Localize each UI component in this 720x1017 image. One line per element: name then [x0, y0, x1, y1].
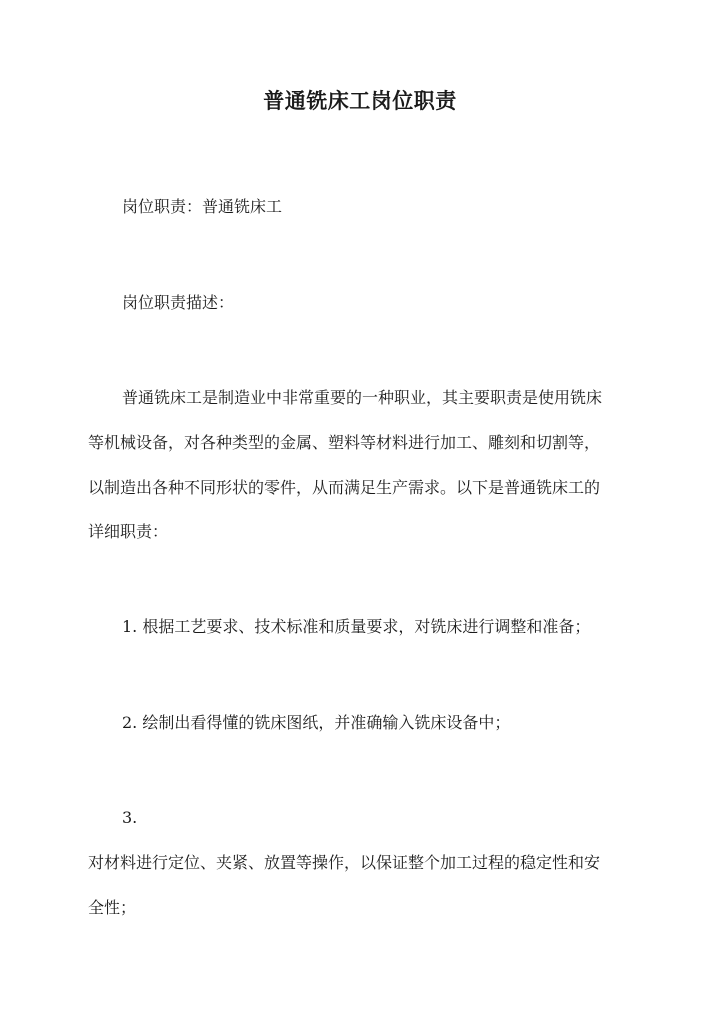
intro-line-3: 以制造出各种不同形状的零件，从而满足生产需求。以下是普通铣床工的 [88, 478, 601, 497]
intro-line-2: 等机械设备，对各种类型的金属、塑料等材料进行加工、雕刻和切割等， [88, 433, 601, 452]
intro-line-1: 普通铣床工是制造业中非常重要的一种职业，其主要职责是使用铣床 [122, 388, 603, 407]
list-item-3-line-2: 全性； [88, 898, 137, 917]
document-title: 普通铣床工岗位职责 [263, 88, 457, 113]
list-item-3-number: 3. [122, 808, 138, 827]
intro-line-4: 详细职责： [88, 522, 169, 541]
list-item-3-line-1: 对材料进行定位、夹紧、放置等操作，以保证整个加工过程的稳定性和安 [88, 853, 601, 872]
list-item-1: 1. 根据工艺要求、技术标准和质量要求，对铣床进行调整和准备； [122, 617, 591, 636]
position-line: 岗位职责：普通铣床工 [122, 197, 283, 216]
description-heading: 岗位职责描述： [122, 293, 235, 312]
list-item-2: 2. 绘制出看得懂的铣床图纸，并准确输入铣床设备中； [122, 713, 511, 732]
